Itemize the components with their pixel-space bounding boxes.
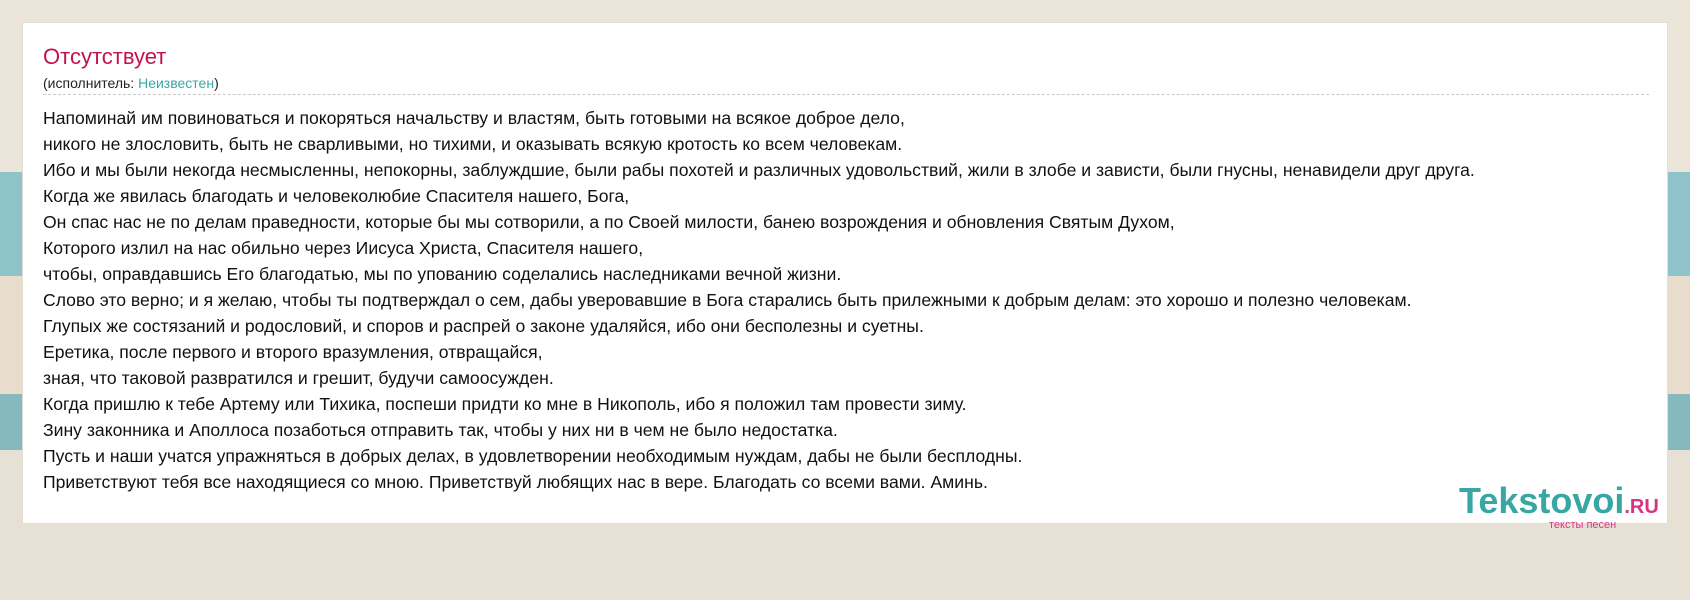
lyric-line: Глупых же состязаний и родословий, и споров и распрей о законе удаляйся, ибо они бесполезны и суетны. bbox=[43, 316, 924, 336]
lyric-line: Зину законника и Аполлоса позаботься отправить так, чтобы у них ни в чем не было недостатка. bbox=[43, 420, 838, 440]
lyric-line: Ибо и мы были некогда несмысленны, непокорны, заблуждшие, были рабы похотей и различных удовольствий, жили в злобе и зависти, были гнусны, ненавидели друг друга. bbox=[43, 160, 1475, 180]
performer-link[interactable]: Неизвестен bbox=[138, 75, 215, 91]
song-title: Отсутствует bbox=[43, 44, 167, 69]
lyric-line: Он спас нас не по делам праведности, которые бы мы сотворили, а по Своей милости, банею возрождения и обновления Святым Духом, bbox=[43, 212, 1175, 232]
title-divider bbox=[43, 94, 1649, 95]
logo-name: Tekstovoi bbox=[1459, 480, 1625, 521]
performer-prefix: (исполнитель: bbox=[43, 75, 139, 91]
lyric-line: Когда же явилась благодать и человеколюбие Спасителя нашего, Бога, bbox=[43, 186, 630, 206]
lyric-line: зная, что таковой развратился и грешит, будучи самоосужден. bbox=[43, 368, 554, 388]
lyrics-card bbox=[22, 22, 1668, 531]
logo-subtitle: тексты песен bbox=[1549, 519, 1617, 531]
lyric-line: Приветствуют тебя все находящиеся со мною. Приветствуй любящих нас в вере. Благодать со всеми вами. Аминь. bbox=[43, 472, 988, 492]
performer-suffix: ) bbox=[214, 75, 219, 91]
tekstovoi-logo bbox=[1459, 480, 1659, 541]
lyric-line: Слово это верно; и я желаю, чтобы ты подтверждал о сем, дабы уверовавшие в Бога старались быть прилежными к добрым делам: это хорошо и полезно человекам. bbox=[43, 290, 1412, 310]
lyric-line: Которого излил на нас обильно через Иисуса Христа, Спасителя нашего, bbox=[43, 238, 644, 258]
lyrics-text bbox=[43, 105, 1475, 495]
lyric-line: Пусть и наши учатся упражняться в добрых делах, в удовлетворении необходимым нуждам, дабы не были бесплодны. bbox=[43, 446, 1023, 466]
performer-line bbox=[43, 75, 219, 91]
lyric-line: чтобы, оправдавшись Его благодатью, мы по упованию соделались наследниками вечной жизни. bbox=[43, 264, 842, 284]
lyric-line: Когда пришлю к тебе Артему или Тихика, поспеши придти ко мне в Никополь, ибо я положил там провести зиму. bbox=[43, 394, 967, 414]
logo-tld: .RU bbox=[1624, 496, 1659, 518]
lyric-line: Еретика, после первого и второго вразумления, отвращайся, bbox=[43, 342, 543, 362]
lyric-line: никого не злословить, быть не сварливыми, но тихими, и оказывать всякую кротость ко всем человекам. bbox=[43, 134, 903, 154]
lyric-line: Напоминай им повиноваться и покоряться начальству и властям, быть готовыми на всякое доброе дело, bbox=[43, 108, 905, 128]
